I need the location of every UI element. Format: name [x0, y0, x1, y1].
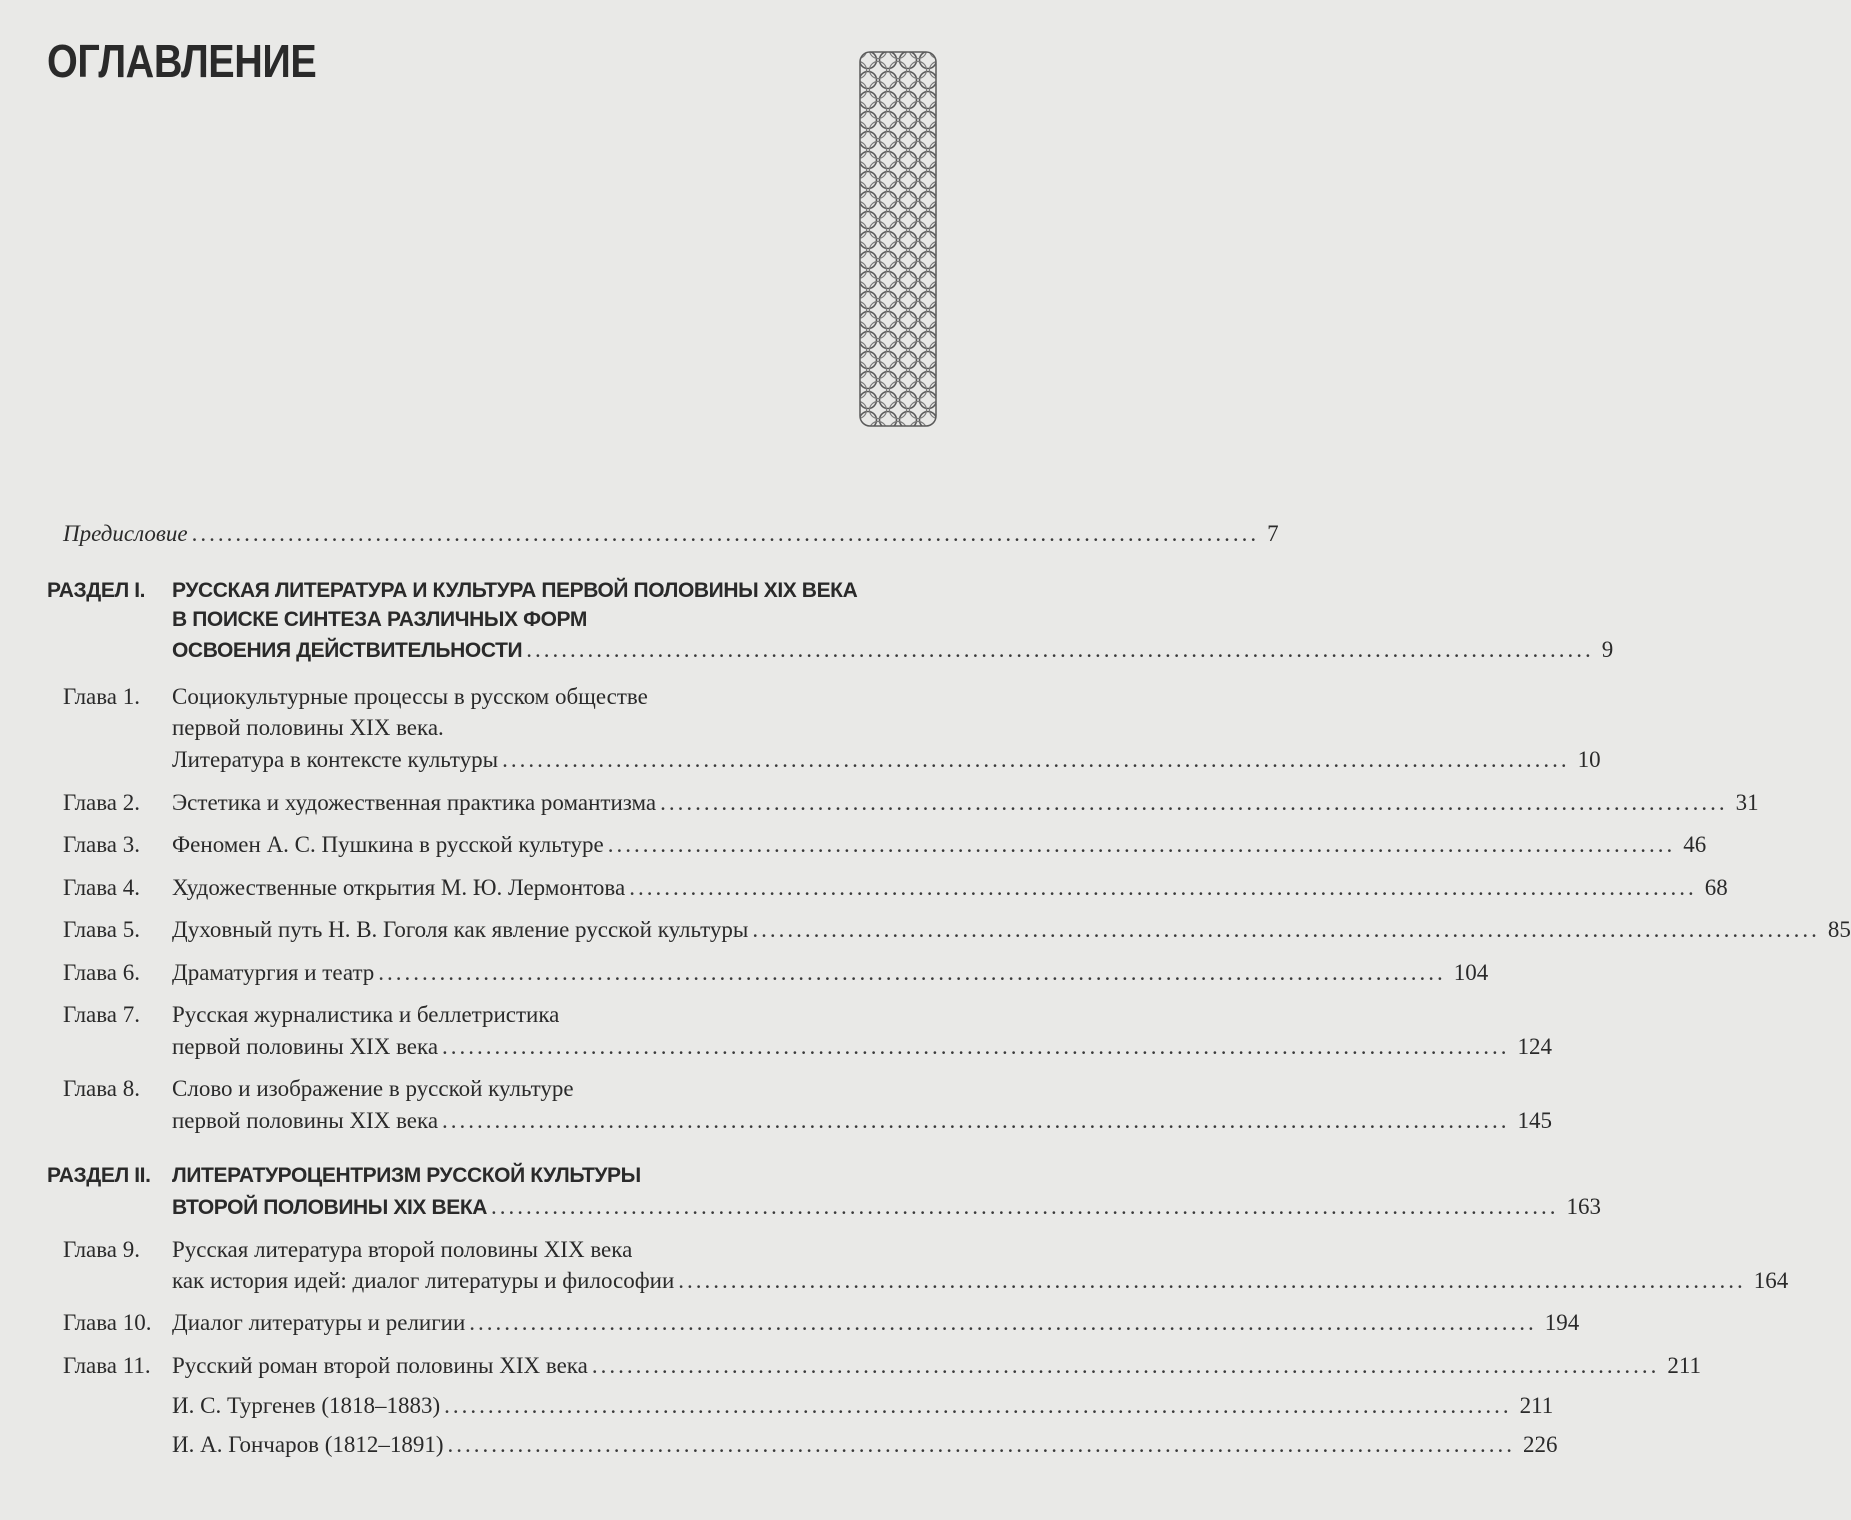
- chapter-label: Глава 6.: [63, 960, 141, 985]
- chapter-title-line: Русская журналистика и беллетристика: [172, 1002, 560, 1027]
- dot-leader: ..........................................................................................................................: [191, 521, 1260, 546]
- chapter-label: Глава 8.: [63, 1076, 141, 1101]
- toc-entry-chapter-10[interactable]: Диалог литературы и религии .......................................................................................................................... 194: [172, 1307, 936, 1339]
- dot-leader: ..........................................................................................................................: [447, 1432, 1516, 1457]
- dot-leader: ..........................................................................................................................: [469, 1310, 1537, 1335]
- toc-entry-chapter-5[interactable]: Духовный путь Н. В. Гоголя как явление русской культуры .......................................................................................................................... 85: [172, 914, 936, 946]
- dot-leader: ..........................................................................................................................: [678, 1268, 1746, 1293]
- toc-entry-chapter-9[interactable]: как история идей: диалог литературы и философии .......................................................................................................................... 164: [172, 1265, 936, 1297]
- page-number: 31: [1735, 790, 1759, 815]
- page-number: 194: [1544, 1310, 1580, 1335]
- toc-entry-section-1[interactable]: ОСВОЕНИЯ ДЕЙСТВИТЕЛЬНОСТИ .......................................................................................................................... 9: [172, 634, 936, 666]
- page-number: 7: [1267, 521, 1279, 546]
- toc-entry-chapter-8[interactable]: первой половины XIX века .......................................................................................................................... 145: [172, 1105, 936, 1137]
- toc-entry-text: Предисловие: [63, 521, 188, 546]
- page-number: 104: [1453, 960, 1489, 985]
- toc-entry-chapter-6[interactable]: Драматургия и театр .......................................................................................................................... 104: [172, 957, 936, 989]
- toc-entry-section-2[interactable]: ВТОРОЙ ПОЛОВИНЫ XIX ВЕКА .......................................................................................................................... 163: [172, 1191, 936, 1223]
- section-title-line: В ПОИСКЕ СИНТЕЗА РАЗЛИЧНЫХ ФОРМ: [172, 608, 587, 631]
- page-number: 163: [1566, 1194, 1602, 1219]
- dot-leader: ..........................................................................................................................: [442, 1034, 1510, 1059]
- page-number: 124: [1517, 1034, 1553, 1059]
- page-number: 226: [1523, 1432, 1558, 1457]
- page-number: 9: [1601, 637, 1614, 662]
- dot-leader: ..........................................................................................................................: [378, 960, 1446, 985]
- dot-leader: ..........................................................................................................................: [591, 1353, 1660, 1378]
- dot-leader: ..........................................................................................................................: [629, 875, 1697, 900]
- section-label: РАЗДЕЛ I.: [47, 579, 146, 602]
- section-title-line: ЛИТЕРАТУРОЦЕНТРИЗМ РУССКОЙ КУЛЬТУРЫ: [172, 1164, 641, 1187]
- page-title: ОГЛАВЛЕНИЕ: [47, 35, 317, 87]
- chapter-label: Глава 5.: [63, 917, 141, 942]
- chapter-label: Глава 7.: [63, 1002, 141, 1027]
- toc-entry-subsection[interactable]: И. А. Гончаров (1812–1891) .......................................................................................................................... 226: [172, 1429, 936, 1461]
- chapter-title-line: первой половины XIX века.: [172, 715, 444, 740]
- toc-entry-subsection[interactable]: И. С. Тургенев (1818–1883) .......................................................................................................................... 211: [172, 1390, 936, 1422]
- page-number: 10: [1577, 747, 1601, 772]
- chapter-title-line: Социокультурные процессы в русском обществе: [172, 684, 648, 709]
- page-number: 46: [1683, 832, 1707, 857]
- chapter-label: Глава 2.: [63, 790, 141, 815]
- page-number: 164: [1753, 1268, 1789, 1293]
- page-number: 85: [1827, 917, 1851, 942]
- chapter-label: Глава 3.: [63, 832, 141, 857]
- toc-entry-chapter-11[interactable]: Русский роман второй половины XIX века .......................................................................................................................... 211: [172, 1350, 936, 1382]
- section-title-line: РУССКАЯ ЛИТЕРАТУРА И КУЛЬТУРА ПЕРВОЙ ПОЛОВИНЫ XIX ВЕКА: [172, 579, 858, 602]
- dot-leader: ..........................................................................................................................: [660, 790, 1728, 815]
- chapter-label: Глава 10.: [63, 1310, 152, 1335]
- chapter-label: Глава 4.: [63, 875, 141, 900]
- dot-leader: ..........................................................................................................................: [444, 1393, 1512, 1418]
- toc-entry-chapter-3[interactable]: Феномен А. С. Пушкина в русской культуре .......................................................................................................................... 46: [172, 829, 936, 861]
- chapter-label: Глава 11.: [63, 1353, 151, 1378]
- toc-entry-preface[interactable]: [63, 518, 1279, 550]
- dot-leader: ..........................................................................................................................: [502, 747, 1570, 772]
- toc-entry-chapter-4[interactable]: Художественные открытия М. Ю. Лермонтова .......................................................................................................................... 68: [172, 872, 936, 904]
- page-number: 211: [1519, 1393, 1554, 1418]
- chapter-title-line: Русская литература второй половины XIX века: [172, 1237, 633, 1262]
- chapter-label: Глава 1.: [63, 684, 141, 709]
- dot-leader: ..........................................................................................................................: [491, 1194, 1559, 1219]
- dot-leader: ..........................................................................................................................: [752, 917, 1820, 942]
- dot-leader: ..........................................................................................................................: [607, 832, 1676, 857]
- chapter-label: Глава 9.: [63, 1237, 141, 1262]
- chapter-title-line: Слово и изображение в русской культуре: [172, 1076, 574, 1101]
- toc-entry-chapter-7[interactable]: первой половины XIX века .......................................................................................................................... 124: [172, 1031, 936, 1063]
- toc-entry-chapter-1[interactable]: Литература в контексте культуры .......................................................................................................................... 10: [172, 744, 936, 776]
- toc-entry-chapter-2[interactable]: Эстетика и художественная практика романтизма .......................................................................................................................... 31: [172, 787, 936, 819]
- dot-leader: ..........................................................................................................................: [526, 637, 1594, 662]
- page-number: 68: [1704, 875, 1728, 900]
- dot-leader: ..........................................................................................................................: [442, 1108, 1510, 1133]
- page-number: 145: [1517, 1108, 1553, 1133]
- page-number: 211: [1667, 1353, 1701, 1378]
- section-label: РАЗДЕЛ II.: [47, 1164, 151, 1187]
